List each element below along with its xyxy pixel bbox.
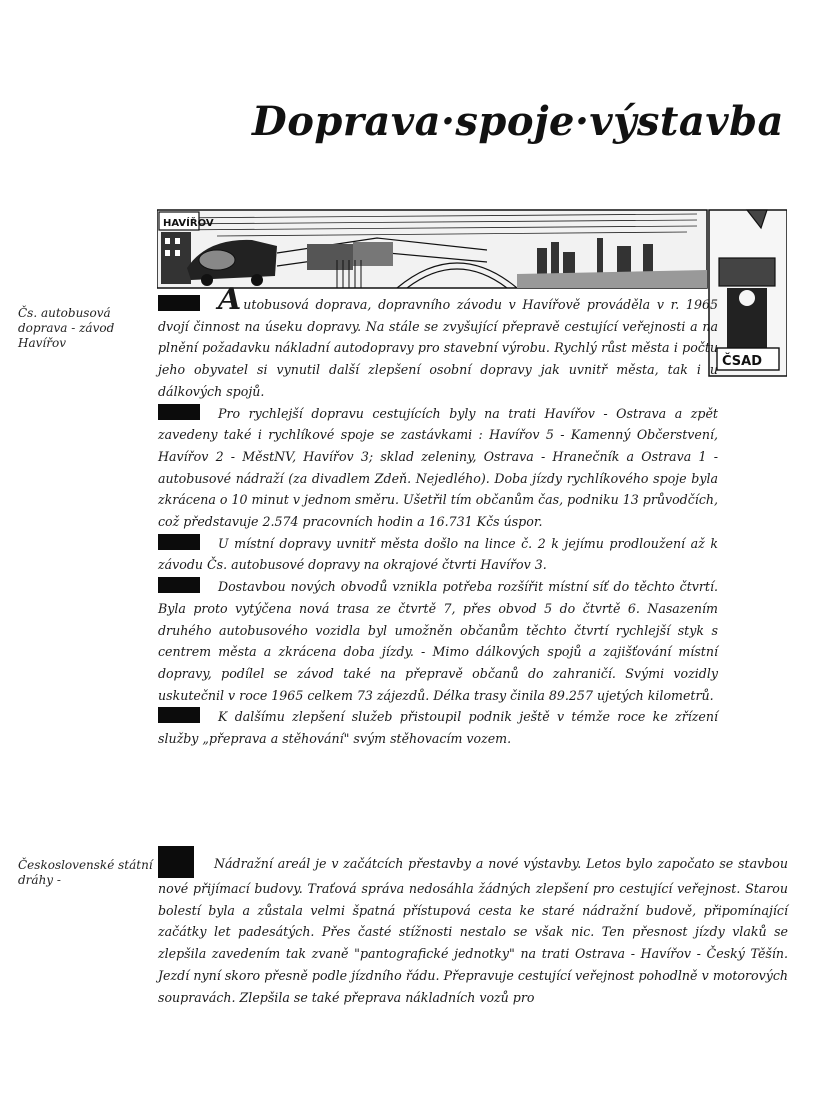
paragraph-text: Pro rychlejší dopravu cestujících byly na trati Havířov - Ostrava a zpět zavedeny také i rychlíkové spoje se zastávkami : Havířov 5 - Kamenný Občerstvení, Havířov 2 - MěstNV, Havířov 3; sklad zeleniny, Ostrava - Hranečník a Ostrava 1 - autobusové nádraží (za divadlem Zdeň. Nejedlého). Doba jízdy rychlíkového spoje byla zkrácena o 10 minut v jednom směru. Ušetřil tím občanům čas, podniku 13 průvodčích, což představuje 2.574 pracovních hodin a 16.731 Kčs úspor. (158, 405, 718, 530)
section-bus-transport (158, 282, 718, 750)
redaction-bar (158, 707, 200, 723)
paragraph-text: K dalšímu zlepšení služeb přistoupil podnik ještě v témže roce ke zřízení služby „přeprava a stěhování" svým stěhovacím vozem. (158, 709, 718, 747)
paragraph (158, 282, 718, 403)
paragraph (158, 403, 718, 533)
paragraph-text: utobusová doprava, dopravního závodu v Havířově prováděla v r. 1965 dvojí činnost na úseku dopravy. Na stále se zvyšující přepravě cestující veřejnosti a na plnění požadavku nákladní autodopravy pro stavební výrobu. Rychlý růst města i počtu jeho obyvatel si vynutil další zlepšení osobní dopravy jak uvnitř města, tak i u dálkových spojů. (158, 297, 718, 399)
paragraph (158, 846, 788, 1008)
paragraph-text: Dostavbou nových obvodů vznikla potřeba rozšířit místní síť do těchto čtvrtí. Byla proto vytýčena nová trasa ze čtvrtě 7, přes obvod 5 do čtvrtě 6. Nasazením druhého autobusového vozidla byl umožněn občanům těchto čtvrtí rychlejší styk s centrem města a zkrácena doba jízdy. - Mimo dálkových spojů a zajišťování místní dopravy, podílel se závod také na přepravě občanů do zahraničí. Svými vozidly uskutečnil v roce 1965 celkem 73 zájezdů. Délka trasy činila 89.257 ujetých kilometrů. (158, 579, 718, 703)
page-title: Doprava·spoje·výstavba (252, 98, 784, 145)
redaction-bar (158, 846, 194, 878)
paragraph-text: Nádražní areál je v začátcích přestavby a nové výstavby. Letos bylo započato se stavbou nové přijímací budovy. Traťová správa nedosáhla žádných zlepšení pro cestující veřejnost. Starou bolestí byla a zůstala velmi špatná přístupová cesta ke staré nádražní budově, připomínající začátky let padesátých. Přes časté stížnosti nestalo se však nic. Ten přesnost jízdy vlaků se zlepšila zavedením tak zvaně "pantografické jednotky" na trati Ostrava - Havířov - Český Těšín. Jezdí nyní skoro přesně podle jízdního řádu. Přepravuje cestující veřejnost pohodlně v motorových soupravách. Zlepšila se také přeprava nákladních vozů pro (158, 856, 788, 1005)
redaction-bar (158, 577, 200, 593)
redaction-bar (158, 534, 200, 550)
paragraph (158, 706, 718, 749)
bus-logo-text: ČSAD (722, 354, 762, 369)
redaction-bar (158, 404, 200, 420)
margin-note-railway: Československé státní dráhy - (18, 858, 153, 887)
paragraph-text: U místní dopravy uvnitř města došlo na lince č. 2 k jejímu prodloužení až k závodu Čs. autobusové dopravy na okrajové čtvrti Havířov 3. (158, 535, 718, 573)
drop-cap: A (218, 282, 242, 317)
sign-text: HAVÍŘOV (163, 218, 214, 229)
paragraph (158, 533, 718, 576)
redaction-bar (158, 295, 200, 311)
margin-note-bus: Čs. autobusová doprava - závod Havířov (18, 306, 115, 350)
section-railway (158, 846, 788, 1008)
paragraph (158, 576, 718, 706)
